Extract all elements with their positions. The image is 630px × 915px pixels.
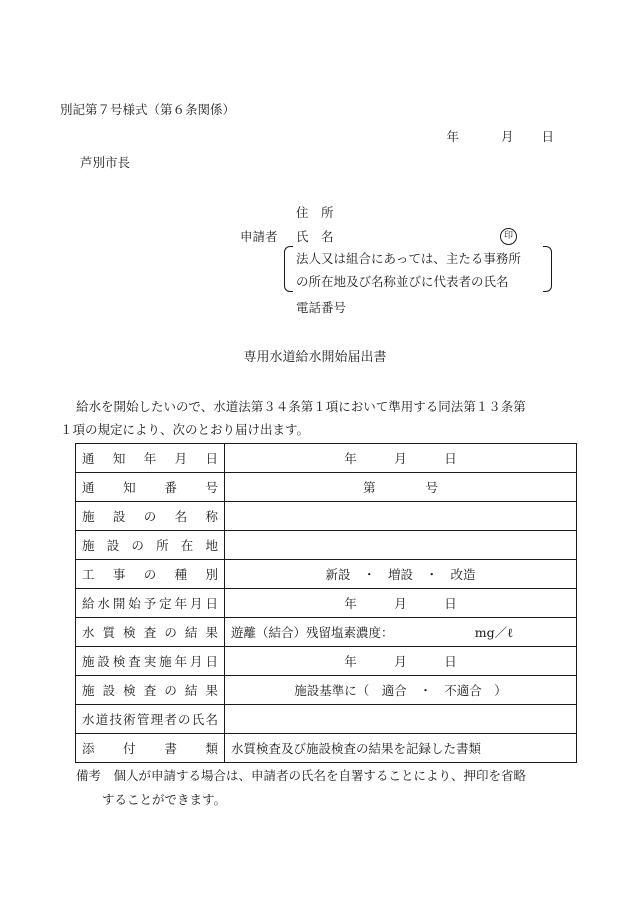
table-row [76, 502, 577, 531]
phone-label: 電話番号 [296, 300, 347, 315]
row-value[interactable]: 年 月 日 [225, 647, 577, 676]
date-year: 年 [446, 129, 459, 144]
date-day: 日 [541, 129, 554, 144]
row-value[interactable]: 施設基準に（ 適合 ・ 不適合 ） [225, 676, 577, 705]
table-row [76, 647, 577, 676]
row-label-cell [76, 473, 225, 502]
table-row [76, 560, 577, 589]
row-label: 施設検査実施年月日 [82, 654, 218, 669]
row-label: 施設の所在地 [82, 538, 218, 553]
row-value[interactable] [225, 531, 577, 560]
row-label: 通知年月日 [82, 451, 218, 466]
seal-mark: 印 [500, 228, 517, 245]
addressee: 芦別市長 [80, 155, 131, 170]
row-value[interactable]: 水質検査及び施設検査の結果を記録した書類 [225, 734, 577, 763]
note-bracket-left [284, 246, 293, 292]
document-title: 専用水道給水開始届出書 [243, 350, 387, 365]
body-text-line2: １項の規定により、次のとおり届け出ます。 [60, 422, 310, 437]
form-label: 別記第７号様式（第６条関係） [60, 102, 236, 117]
table-row [76, 705, 577, 734]
table-row [76, 618, 577, 647]
table-row [76, 734, 577, 763]
row-label: 工事の種別 [82, 567, 218, 582]
row-label: 水質検査の結果 [82, 625, 218, 640]
applicant-label: 申請者 [240, 229, 278, 244]
address-label: 住 所 [296, 205, 334, 220]
row-label-cell [76, 676, 225, 705]
row-label: 通知番号 [82, 480, 218, 495]
note-bracket-right [543, 246, 552, 292]
row-value[interactable] [225, 502, 577, 531]
row-value[interactable]: 年 月 日 [225, 444, 577, 473]
row-label-cell [76, 444, 225, 473]
row-label-cell [76, 560, 225, 589]
row-label: 水道技術管理者の氏名 [82, 712, 218, 727]
row-label-cell [76, 502, 225, 531]
row-label-cell [76, 618, 225, 647]
table-row [76, 589, 577, 618]
remarks-line1: 備考 個人が申請する場合は、申請者の氏名を自署することにより、押印を省略 [76, 768, 527, 783]
date-month: 月 [500, 129, 514, 144]
row-value[interactable]: 年 月 日 [225, 589, 577, 618]
row-value[interactable]: 第 号 [225, 473, 577, 502]
submission-date [446, 131, 554, 144]
corporate-note-line1: 法人又は組合にあっては、主たる事務所 [296, 251, 521, 266]
row-label-cell [76, 647, 225, 676]
row-value[interactable]: 遊離（結合）残留塩素濃度： mg／ℓ [225, 618, 577, 647]
row-label-cell [76, 589, 225, 618]
row-label: 施設検査の結果 [82, 683, 218, 698]
row-value[interactable]: 新設 ・ 増設 ・ 改造 [225, 560, 577, 589]
row-label-cell [76, 705, 225, 734]
table-row [76, 531, 577, 560]
row-label-cell [76, 531, 225, 560]
body-text-line1: 給水を開始したいので、水道法第３４条第１項において準用する同法第１３条第 [76, 399, 526, 414]
row-label: 施設の名称 [82, 509, 218, 524]
notification-table [75, 443, 577, 763]
name-label: 氏 名 [296, 229, 334, 244]
table-row [76, 676, 577, 705]
remarks-line2: することができます。 [102, 792, 227, 807]
corporate-note-line2: の所在地及び名称並びに代表者の氏名 [296, 274, 509, 289]
table-row [76, 473, 577, 502]
row-label: 給水開始予定年月日 [82, 596, 218, 611]
row-label-cell [76, 734, 225, 763]
table-row [76, 444, 577, 473]
row-label: 添付書類 [82, 741, 218, 756]
row-value[interactable] [225, 705, 577, 734]
